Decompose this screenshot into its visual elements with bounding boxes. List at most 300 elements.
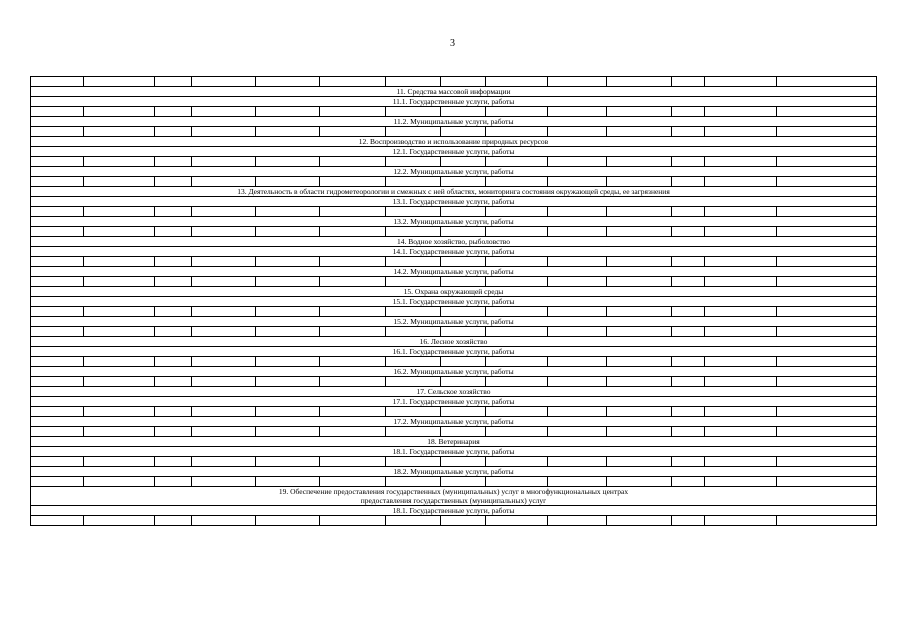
empty-cell xyxy=(548,307,607,317)
empty-cell xyxy=(705,277,777,287)
empty-cell xyxy=(441,357,486,367)
section-heading-row xyxy=(31,467,877,477)
empty-cell xyxy=(320,457,386,467)
empty-cell xyxy=(84,77,155,87)
empty-cell xyxy=(386,127,441,137)
empty-cell xyxy=(548,477,607,487)
empty-cell xyxy=(672,427,705,437)
empty-cell xyxy=(777,427,877,437)
section-heading: 12.1. Государственные услуги, работы xyxy=(31,147,877,157)
empty-cell xyxy=(256,357,320,367)
empty-cell xyxy=(256,377,320,387)
empty-cell xyxy=(486,127,548,137)
empty-cell xyxy=(441,477,486,487)
empty-cell xyxy=(777,457,877,467)
empty-cell xyxy=(320,207,386,217)
empty-cell xyxy=(548,127,607,137)
empty-cell xyxy=(777,407,877,417)
empty-cell xyxy=(548,357,607,367)
section-heading: 17. Сельское хозяйство xyxy=(31,387,877,397)
section-heading-row xyxy=(31,437,877,447)
empty-cell xyxy=(548,77,607,87)
section-heading-row xyxy=(31,197,877,207)
empty-cell xyxy=(486,457,548,467)
section-heading-row xyxy=(31,187,877,197)
empty-cell xyxy=(705,227,777,237)
empty-cell xyxy=(607,457,672,467)
empty-row xyxy=(31,477,877,487)
section-heading: 18. Ветеринария xyxy=(31,437,877,447)
empty-cell xyxy=(548,107,607,117)
empty-cell xyxy=(386,407,441,417)
section-heading: 16.2. Муниципальные услуги, работы xyxy=(31,367,877,377)
empty-cell xyxy=(548,516,607,526)
empty-cell xyxy=(155,457,192,467)
empty-row xyxy=(31,77,877,87)
section-heading: 18.1. Государственные услуги, работы xyxy=(31,506,877,516)
section-heading-row xyxy=(31,317,877,327)
empty-cell xyxy=(607,357,672,367)
section-heading: 15. Охрана окружающей среды xyxy=(31,287,877,297)
empty-cell xyxy=(548,227,607,237)
empty-row xyxy=(31,377,877,387)
empty-cell xyxy=(548,157,607,167)
empty-cell xyxy=(777,77,877,87)
empty-cell xyxy=(548,327,607,337)
empty-cell xyxy=(548,377,607,387)
empty-cell xyxy=(256,107,320,117)
empty-cell xyxy=(192,357,256,367)
empty-cell xyxy=(320,407,386,417)
empty-cell xyxy=(486,307,548,317)
empty-cell xyxy=(548,207,607,217)
empty-cell xyxy=(386,457,441,467)
empty-cell xyxy=(672,377,705,387)
empty-cell xyxy=(31,177,84,187)
empty-cell xyxy=(441,327,486,337)
empty-cell xyxy=(441,227,486,237)
empty-cell xyxy=(441,516,486,526)
empty-row xyxy=(31,307,877,317)
empty-cell xyxy=(84,357,155,367)
empty-cell xyxy=(777,257,877,267)
empty-cell xyxy=(256,427,320,437)
empty-cell xyxy=(486,377,548,387)
empty-cell xyxy=(386,227,441,237)
empty-cell xyxy=(705,377,777,387)
empty-cell xyxy=(548,257,607,267)
empty-cell xyxy=(441,407,486,417)
empty-cell xyxy=(486,177,548,187)
empty-cell xyxy=(192,207,256,217)
empty-cell xyxy=(705,77,777,87)
empty-cell xyxy=(441,177,486,187)
empty-cell xyxy=(31,457,84,467)
empty-cell xyxy=(777,277,877,287)
empty-cell xyxy=(548,277,607,287)
empty-row xyxy=(31,107,877,117)
empty-cell xyxy=(84,127,155,137)
empty-cell xyxy=(705,207,777,217)
empty-cell xyxy=(705,457,777,467)
empty-cell xyxy=(672,227,705,237)
empty-cell xyxy=(607,257,672,267)
empty-cell xyxy=(155,157,192,167)
empty-cell xyxy=(777,227,877,237)
section-heading: 13.1. Государственные услуги, работы xyxy=(31,197,877,207)
empty-cell xyxy=(777,357,877,367)
section-heading-row xyxy=(31,297,877,307)
empty-cell xyxy=(192,277,256,287)
empty-cell xyxy=(486,477,548,487)
empty-cell xyxy=(486,516,548,526)
empty-cell xyxy=(192,227,256,237)
empty-cell xyxy=(607,277,672,287)
empty-cell xyxy=(155,127,192,137)
empty-cell xyxy=(320,516,386,526)
section-heading: 18.1. Государственные услуги, работы xyxy=(31,447,877,457)
empty-cell xyxy=(486,257,548,267)
section-heading-line: 19. Обеспечение предоставления государственных (муниципальных) услуг в многофункциональных центрах xyxy=(278,487,629,496)
empty-cell xyxy=(672,307,705,317)
empty-cell xyxy=(192,407,256,417)
empty-cell xyxy=(192,477,256,487)
empty-cell xyxy=(705,357,777,367)
empty-cell xyxy=(486,357,548,367)
empty-cell xyxy=(31,277,84,287)
empty-cell xyxy=(256,207,320,217)
empty-cell xyxy=(607,427,672,437)
empty-cell xyxy=(256,327,320,337)
section-heading-row xyxy=(31,117,877,127)
empty-cell xyxy=(155,516,192,526)
empty-cell xyxy=(548,407,607,417)
empty-cell xyxy=(486,227,548,237)
empty-cell xyxy=(705,477,777,487)
section-heading-row xyxy=(31,447,877,457)
empty-row xyxy=(31,457,877,467)
empty-cell xyxy=(386,377,441,387)
section-heading-row xyxy=(31,147,877,157)
empty-cell xyxy=(441,257,486,267)
empty-cell xyxy=(386,207,441,217)
empty-cell xyxy=(256,127,320,137)
empty-cell xyxy=(31,516,84,526)
section-heading-row xyxy=(31,287,877,297)
empty-cell xyxy=(320,157,386,167)
empty-cell xyxy=(777,177,877,187)
empty-cell xyxy=(705,427,777,437)
empty-cell xyxy=(607,177,672,187)
empty-cell xyxy=(441,107,486,117)
empty-cell xyxy=(31,257,84,267)
empty-cell xyxy=(672,127,705,137)
section-heading: 17.2. Муниципальные услуги, работы xyxy=(31,417,877,427)
empty-cell xyxy=(777,107,877,117)
empty-cell xyxy=(84,207,155,217)
empty-cell xyxy=(155,327,192,337)
empty-row xyxy=(31,157,877,167)
empty-cell xyxy=(155,377,192,387)
empty-cell xyxy=(192,157,256,167)
empty-cell xyxy=(155,77,192,87)
empty-cell xyxy=(386,307,441,317)
empty-cell xyxy=(320,77,386,87)
empty-cell xyxy=(31,327,84,337)
empty-cell xyxy=(777,127,877,137)
empty-cell xyxy=(705,257,777,267)
section-heading: 14. Водное хозяйство, рыболовство xyxy=(31,237,877,247)
empty-cell xyxy=(486,77,548,87)
empty-cell xyxy=(155,177,192,187)
empty-cell xyxy=(256,177,320,187)
section-heading-row xyxy=(31,347,877,357)
empty-cell xyxy=(31,127,84,137)
empty-cell xyxy=(320,307,386,317)
empty-cell xyxy=(256,157,320,167)
empty-cell xyxy=(320,357,386,367)
empty-cell xyxy=(386,516,441,526)
empty-cell xyxy=(386,77,441,87)
empty-cell xyxy=(441,427,486,437)
empty-cell xyxy=(84,377,155,387)
empty-cell xyxy=(320,427,386,437)
empty-cell xyxy=(441,127,486,137)
empty-cell xyxy=(777,477,877,487)
empty-cell xyxy=(777,207,877,217)
empty-cell xyxy=(31,107,84,117)
empty-cell xyxy=(31,77,84,87)
empty-cell xyxy=(31,477,84,487)
section-heading: 18.2. Муниципальные услуги, работы xyxy=(31,467,877,477)
empty-cell xyxy=(672,157,705,167)
section-heading-row xyxy=(31,367,877,377)
empty-cell xyxy=(486,407,548,417)
empty-cell xyxy=(777,307,877,317)
empty-cell xyxy=(777,516,877,526)
empty-cell xyxy=(192,77,256,87)
empty-cell xyxy=(705,327,777,337)
empty-cell xyxy=(607,327,672,337)
empty-cell xyxy=(672,177,705,187)
empty-cell xyxy=(320,327,386,337)
empty-cell xyxy=(486,277,548,287)
empty-cell xyxy=(441,457,486,467)
empty-cell xyxy=(386,327,441,337)
empty-cell xyxy=(31,407,84,417)
section-heading-row xyxy=(31,87,877,97)
empty-cell xyxy=(31,377,84,387)
empty-cell xyxy=(192,327,256,337)
section-heading-row xyxy=(31,167,877,177)
empty-cell xyxy=(672,77,705,87)
empty-cell xyxy=(84,257,155,267)
empty-cell xyxy=(256,307,320,317)
empty-row xyxy=(31,207,877,217)
section-heading-row xyxy=(31,217,877,227)
empty-cell xyxy=(705,407,777,417)
section-heading: 11.2. Муниципальные услуги, работы xyxy=(31,117,877,127)
empty-cell xyxy=(607,77,672,87)
empty-cell xyxy=(256,477,320,487)
empty-cell xyxy=(84,407,155,417)
empty-cell xyxy=(386,477,441,487)
empty-cell xyxy=(84,327,155,337)
empty-cell xyxy=(155,427,192,437)
empty-cell xyxy=(705,307,777,317)
section-heading-row xyxy=(31,137,877,147)
empty-cell xyxy=(386,107,441,117)
page-number: 3 xyxy=(450,38,455,49)
empty-cell xyxy=(607,307,672,317)
empty-cell xyxy=(672,477,705,487)
empty-cell xyxy=(256,516,320,526)
empty-cell xyxy=(386,427,441,437)
empty-cell xyxy=(548,177,607,187)
section-heading-row xyxy=(31,417,877,427)
empty-cell xyxy=(84,107,155,117)
empty-cell xyxy=(705,516,777,526)
empty-cell xyxy=(155,257,192,267)
empty-cell xyxy=(441,377,486,387)
section-heading: 14.1. Государственные услуги, работы xyxy=(31,247,877,257)
section-heading-row xyxy=(31,97,877,107)
empty-cell xyxy=(192,127,256,137)
empty-cell xyxy=(607,207,672,217)
empty-cell xyxy=(320,477,386,487)
empty-cell xyxy=(84,227,155,237)
empty-cell xyxy=(386,277,441,287)
empty-cell xyxy=(607,377,672,387)
empty-cell xyxy=(548,457,607,467)
empty-cell xyxy=(256,277,320,287)
empty-row xyxy=(31,357,877,367)
empty-cell xyxy=(155,477,192,487)
empty-cell xyxy=(84,157,155,167)
empty-cell xyxy=(386,257,441,267)
empty-cell xyxy=(320,277,386,287)
empty-cell xyxy=(386,157,441,167)
section-heading-row xyxy=(31,506,877,516)
empty-cell xyxy=(672,207,705,217)
section-heading xyxy=(31,487,877,506)
empty-cell xyxy=(256,457,320,467)
section-heading: 12.2. Муниципальные услуги, работы xyxy=(31,167,877,177)
section-heading-row xyxy=(31,237,877,247)
empty-cell xyxy=(31,207,84,217)
empty-cell xyxy=(705,157,777,167)
section-heading: 15.1. Государственные услуги, работы xyxy=(31,297,877,307)
empty-cell xyxy=(441,277,486,287)
empty-cell xyxy=(320,227,386,237)
empty-cell xyxy=(672,407,705,417)
empty-cell xyxy=(672,457,705,467)
empty-cell xyxy=(31,357,84,367)
empty-row xyxy=(31,127,877,137)
empty-cell xyxy=(777,157,877,167)
empty-cell xyxy=(84,277,155,287)
empty-cell xyxy=(441,77,486,87)
empty-cell xyxy=(155,307,192,317)
empty-cell xyxy=(441,307,486,317)
empty-cell xyxy=(155,107,192,117)
section-heading-row xyxy=(31,487,877,506)
empty-cell xyxy=(192,377,256,387)
empty-cell xyxy=(31,427,84,437)
empty-cell xyxy=(256,77,320,87)
empty-cell xyxy=(192,457,256,467)
empty-row xyxy=(31,327,877,337)
section-heading: 15.2. Муниципальные услуги, работы xyxy=(31,317,877,327)
empty-cell xyxy=(777,327,877,337)
empty-cell xyxy=(192,516,256,526)
empty-row xyxy=(31,407,877,417)
empty-cell xyxy=(607,227,672,237)
empty-cell xyxy=(386,357,441,367)
section-heading: 13. Деятельность в области гидрометеорологии и смежных с ней областях, мониторинга состояния окружающей среды, ее загрязнения xyxy=(31,187,877,197)
empty-row xyxy=(31,227,877,237)
empty-cell xyxy=(386,177,441,187)
empty-cell xyxy=(672,277,705,287)
empty-cell xyxy=(31,227,84,237)
empty-cell xyxy=(705,127,777,137)
empty-cell xyxy=(486,157,548,167)
empty-cell xyxy=(155,407,192,417)
section-heading: 17.1. Государственные услуги, работы xyxy=(31,397,877,407)
empty-cell xyxy=(607,157,672,167)
empty-cell xyxy=(607,477,672,487)
section-heading-line: предоставления государственных (муниципальных) услуг xyxy=(360,496,547,505)
empty-cell xyxy=(192,307,256,317)
empty-cell xyxy=(607,107,672,117)
empty-cell xyxy=(155,357,192,367)
empty-cell xyxy=(84,516,155,526)
section-heading: 14.2. Муниципальные услуги, работы xyxy=(31,267,877,277)
section-heading: 16. Лесное хозяйство xyxy=(31,337,877,347)
empty-cell xyxy=(705,107,777,117)
empty-cell xyxy=(548,427,607,437)
empty-cell xyxy=(672,327,705,337)
section-heading-row xyxy=(31,397,877,407)
empty-cell xyxy=(486,107,548,117)
empty-row xyxy=(31,257,877,267)
empty-cell xyxy=(155,227,192,237)
empty-cell xyxy=(84,307,155,317)
empty-cell xyxy=(31,307,84,317)
empty-cell xyxy=(672,107,705,117)
section-heading-row xyxy=(31,267,877,277)
empty-cell xyxy=(320,177,386,187)
empty-cell xyxy=(441,207,486,217)
empty-cell xyxy=(192,427,256,437)
empty-row xyxy=(31,427,877,437)
empty-cell xyxy=(486,327,548,337)
section-heading: 12. Воспроизводство и использование природных ресурсов xyxy=(31,137,877,147)
empty-cell xyxy=(192,257,256,267)
empty-cell xyxy=(84,427,155,437)
empty-cell xyxy=(84,477,155,487)
empty-cell xyxy=(777,377,877,387)
empty-cell xyxy=(672,257,705,267)
empty-row xyxy=(31,277,877,287)
empty-cell xyxy=(256,227,320,237)
empty-cell xyxy=(486,207,548,217)
empty-cell xyxy=(705,177,777,187)
section-heading: 11. Средства массовой информации xyxy=(31,87,877,97)
empty-cell xyxy=(155,277,192,287)
empty-cell xyxy=(320,107,386,117)
empty-cell xyxy=(320,127,386,137)
